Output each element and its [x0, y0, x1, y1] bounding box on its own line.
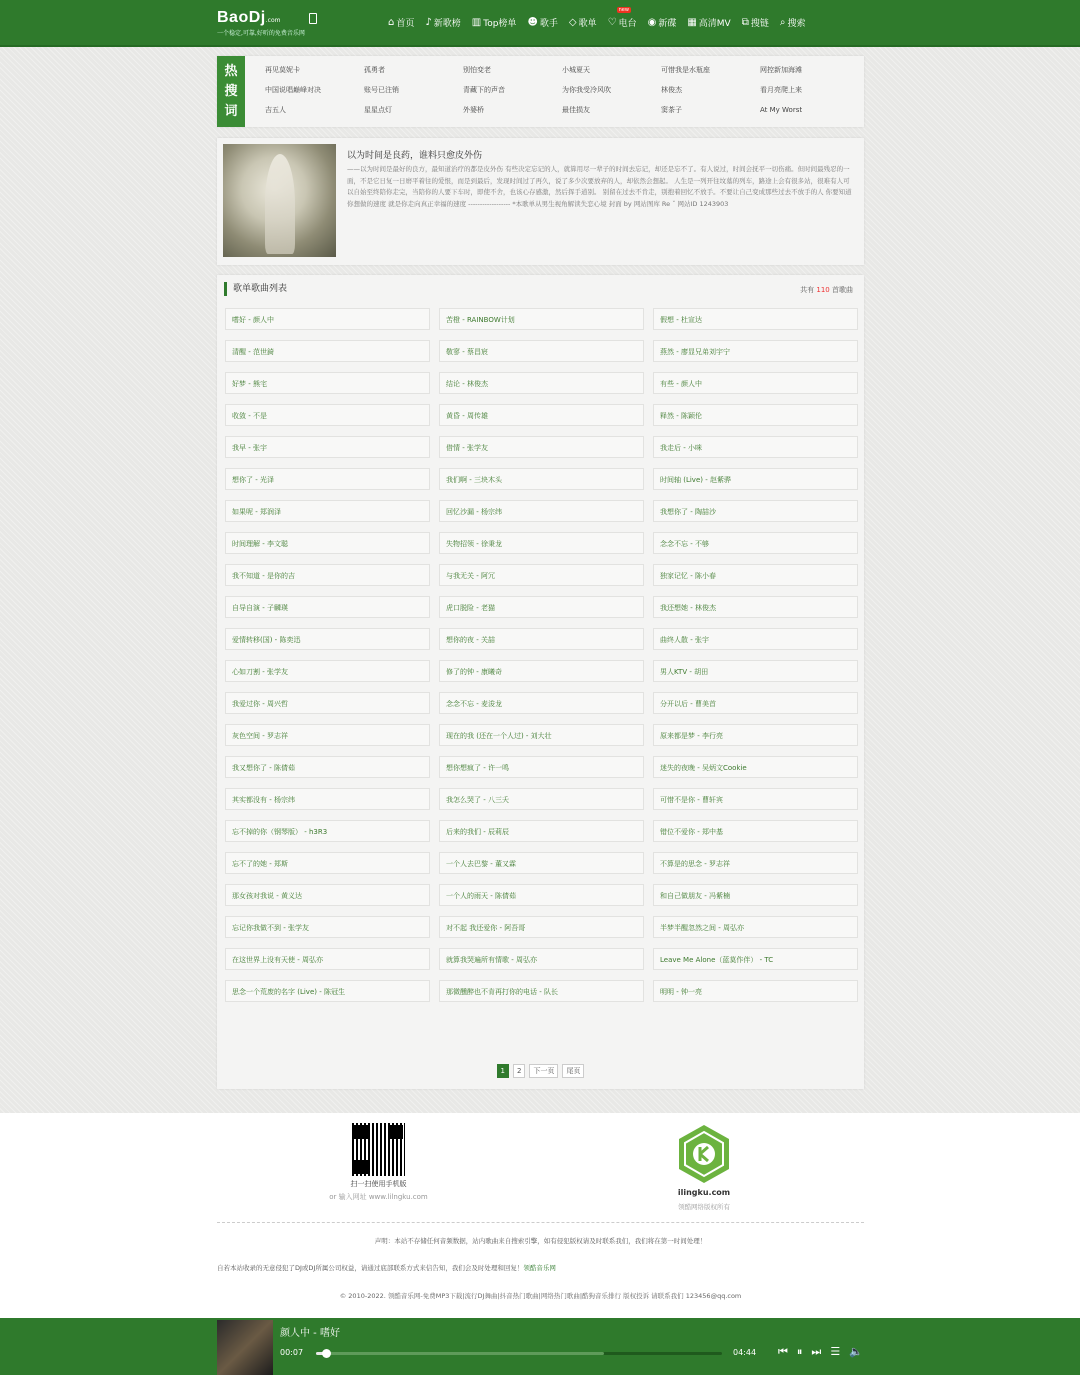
song-item[interactable]: 灰色空间 - 罗志祥 — [225, 724, 430, 746]
nav-item[interactable] — [607, 7, 637, 29]
page-link[interactable]: 1 — [497, 1064, 509, 1078]
hot-search-panel — [217, 56, 864, 127]
hot-search-item[interactable]: 孤勇者 — [364, 66, 385, 74]
song-item[interactable]: Leave Me Alone（蓝莫作伴） - TC — [653, 948, 858, 970]
hot-search-item[interactable]: 林俊杰 — [661, 86, 682, 94]
player-controls — [778, 1345, 863, 1359]
nav-icon: ⧉ — [741, 17, 749, 28]
current-time: 00:07 — [280, 1348, 304, 1357]
song-item[interactable]: 想你想疯了 - 许一鸣 — [439, 756, 644, 778]
disclaimer-text: 声明：本站不存储任何音频数据，站内歌曲来自搜索引擎，如有侵犯版权请及时联系我们，我们将在第一时间处理！ — [374, 1237, 707, 1245]
song-grid — [225, 308, 858, 1002]
brand-logo-icon — [676, 1123, 732, 1185]
hot-search-item[interactable]: 再见莫妮卡 — [265, 66, 300, 74]
song-item[interactable]: 敬寥 - 蔡昌宸 — [439, 340, 644, 362]
song-item[interactable]: 曲终人散 - 张宇 — [653, 628, 858, 650]
song-item[interactable]: 想你了 - 光泽 — [225, 468, 430, 490]
new-badge: new — [618, 7, 629, 13]
hot-search-item[interactable]: 为你我受冷风吹 — [562, 86, 611, 94]
song-item[interactable]: 忘不掉的你（钢琴版） - h3R3 — [225, 820, 430, 842]
song-item[interactable]: 我还想她 - 林俊杰 — [653, 596, 858, 618]
song-count-prefix: 共有 — [800, 286, 815, 294]
song-item[interactable]: 我不知道 - 是你的吉 — [225, 564, 430, 586]
nav-label: 首页 — [396, 19, 415, 29]
song-item[interactable]: 后来的我们 - 辰莉辰 — [439, 820, 644, 842]
hot-search-item[interactable]: At My Worst — [760, 106, 803, 114]
page-link[interactable]: 2 — [513, 1064, 525, 1078]
hot-search-item[interactable]: 星星点灯 — [364, 106, 392, 114]
buffer-fill — [316, 1352, 604, 1355]
song-item[interactable]: 可惜不是你 - 曹轩宾 — [653, 788, 858, 810]
hot-search-list — [265, 65, 860, 115]
song-item[interactable]: 我们啊 - 三块木头 — [439, 468, 644, 490]
song-item[interactable]: 苦橙 - RAINBOW计划 — [439, 308, 644, 330]
nav-icon: ♡ — [607, 17, 617, 28]
song-item[interactable]: 那女孩对我说 - 黄义达 — [225, 884, 430, 906]
song-item[interactable]: 我想你了 - 陶喆沙 — [653, 500, 858, 522]
nav-item[interactable] — [742, 16, 769, 29]
song-item[interactable]: 一个人去巴黎 - 董又霖 — [439, 852, 644, 874]
song-item[interactable]: 对不起 我还爱你 - 阿吾哥 — [439, 916, 644, 938]
brand-name: ilingku.com — [677, 1188, 731, 1197]
song-item[interactable]: 嗜好 - 颜人中 — [225, 308, 430, 330]
nav-icon: ◉ — [647, 17, 657, 28]
song-item[interactable]: 迷失的夜晚 - 吴炳文Cookie — [653, 756, 858, 778]
hot-search-item[interactable]: 网控新加海滩 — [760, 66, 802, 74]
now-playing-cover — [217, 1320, 273, 1375]
nav-label: 搜链 — [750, 19, 769, 29]
page-link[interactable]: 尾页 — [562, 1064, 584, 1078]
song-item[interactable]: 一个人的雨天 - 陈倩茹 — [439, 884, 644, 906]
qr-url: or 输入网址 www.lilngku.com — [329, 1193, 428, 1201]
pause-icon[interactable]: ⏸ — [796, 1345, 803, 1358]
song-item[interactable]: 时间轴 (Live) - 赵紫骅 — [653, 468, 858, 490]
nav-icon: ⌕ — [779, 17, 786, 28]
nav-label: 歌单 — [578, 19, 597, 29]
playlist-info — [217, 138, 864, 265]
nav-label: 电台 — [618, 19, 637, 29]
song-item[interactable]: 收敛 - 不是 — [225, 404, 430, 426]
hot-search-item[interactable]: 可惜我是水瓶座 — [661, 66, 710, 74]
hot-search-item[interactable]: 吉五人 — [265, 106, 286, 114]
song-item[interactable]: 黄昏 - 周传雄 — [439, 404, 644, 426]
total-time: 04:44 — [733, 1348, 757, 1357]
song-item[interactable]: 我早 - 张宇 — [225, 436, 430, 458]
song-item[interactable]: 就算我哭遍所有情歌 - 周弘亦 — [439, 948, 644, 970]
prev-icon[interactable]: ⏮ — [778, 1345, 788, 1358]
playlist-title: 以为时间是良药，谁料只愈皮外伤 — [347, 151, 483, 161]
song-item[interactable]: 现在的我 (还在一个人过) - 刘大壮 — [439, 724, 644, 746]
logo-text: BaoDj — [217, 9, 266, 26]
nav-label: 歌手 — [539, 19, 558, 29]
next-icon[interactable]: ⏭ — [811, 1345, 822, 1358]
song-item[interactable]: 那微醺醉也不肯再打你的电话 - 队长 — [439, 980, 644, 1002]
logo-suffix: .com — [265, 17, 281, 24]
hot-search-item[interactable]: 中国说唱巅峰对决 — [265, 86, 321, 94]
site-logo[interactable] — [217, 9, 305, 37]
song-item[interactable]: 明明 - 钟一亮 — [653, 980, 858, 1002]
song-list-panel — [217, 275, 864, 1089]
song-item[interactable]: 自导自演 - 子麟瑛 — [225, 596, 430, 618]
nav-label: 高清MV — [698, 19, 731, 29]
playlist-cover-image — [223, 144, 336, 257]
infringement-text: 自若本站收录的无意侵犯了DJ或DJ所属公司权益，请通过底部联系方式来信告知，我们会及时处理和回复！ — [217, 1264, 524, 1272]
song-item[interactable]: 好梦 - 熊宅 — [225, 372, 430, 394]
site-header — [0, 0, 1080, 47]
nav-item[interactable] — [569, 16, 597, 29]
hot-search-item[interactable]: 小城夏天 — [562, 66, 590, 74]
nav-label: 新歌榜 — [433, 19, 461, 29]
playlist-description: ——以为时间是最好的良方，最知道治疗的都是皮外伤 有些决定忘记的人，就算用尽一辈子的时间去忘记，却还是忘不了。有人说过，时间会抚平一切伤痛。但时间最残忍的一面，不是它日复一日磨平着往的爱恨，而是到最后，发现时间过了再久，说了多少次要放弃的人，却依然会想起。 人生是一列开往坟墓的列车，路途上会有很多站，很难有人可以自始至终陪你走完，当陪你的人要下车时，即使不舍，也该心存感激，然后挥手道别。 别留在过去不肯走，别抱着回忆不放手。不要让自己变成那些过去不放手的人 你要知道你想做的速度 就是你走向真正幸福的速度 ------------------ *本歌单从男生视角解读失恋心境 封面 by 网站图库 Re ˇ 网站ID 1243903 — [347, 165, 852, 208]
now-playing-title: 颜人中 - 嗜好 — [280, 1328, 340, 1339]
hot-search-item[interactable]: 窦茶子 — [661, 106, 682, 114]
song-item[interactable]: 时间理解 - 李文聪 — [225, 532, 430, 554]
nav-label: Top榜单 — [483, 19, 517, 29]
nav-item[interactable] — [425, 16, 460, 29]
song-item[interactable]: 不算是的思念 - 罗志祥 — [653, 852, 858, 874]
song-count — [800, 285, 853, 295]
song-item[interactable]: 燕然 - 廖显兄弟刘宇宁 — [653, 340, 858, 362]
site-footer — [0, 1113, 1080, 1318]
hot-search-item[interactable]: 别怕变老 — [463, 66, 491, 74]
song-item[interactable]: 错位不爱你 - 郑中基 — [653, 820, 858, 842]
hot-search-item[interactable]: 最佳损友 — [562, 106, 590, 114]
song-item[interactable]: 其实都没有 - 杨宗纬 — [225, 788, 430, 810]
nav-icon: ◇ — [568, 17, 577, 28]
hot-search-label — [217, 56, 245, 127]
song-item[interactable]: 原来都是梦 - 李行亮 — [653, 724, 858, 746]
copyright-text: © 2010-2022. 领酷音乐网-免费MP3下载|流行DJ舞曲|抖音热门歌曲|网络热门歌曲|酷狗音乐排行 版权投诉 请联系我们 123456@qq.com — [339, 1292, 742, 1300]
song-item[interactable]: 修了的钟 - 康曦奇 — [439, 660, 644, 682]
nav-icon: ▦ — [687, 17, 697, 28]
song-item[interactable]: 心如刀割 - 张学友 — [225, 660, 430, 682]
nav-item[interactable] — [648, 16, 677, 29]
nav-icon: ☻ — [527, 17, 538, 28]
hot-label-char: 热 — [224, 63, 238, 79]
mobile-icon[interactable] — [309, 13, 317, 24]
volume-icon[interactable]: 🔈 — [849, 1345, 863, 1358]
hot-search-item[interactable]: 账号已注销 — [364, 86, 399, 94]
brand-copyright: 领酷网络版权所有 — [678, 1203, 730, 1211]
song-item[interactable]: 我怎么哭了 - 八三夭 — [439, 788, 644, 810]
nav-icon: ♪ — [425, 17, 432, 28]
progress-knob[interactable] — [322, 1349, 331, 1358]
song-item[interactable]: 分开以后 - 曹美首 — [653, 692, 858, 714]
song-item[interactable]: 念念不忘 - 麦浚龙 — [439, 692, 644, 714]
nav-label: 搜索 — [787, 19, 806, 29]
song-count-suffix: 首歌曲 — [832, 286, 853, 294]
song-item[interactable]: 独家记忆 - 陈小春 — [653, 564, 858, 586]
song-item[interactable]: 在这世界上没有天使 - 周弘亦 — [225, 948, 430, 970]
song-item[interactable]: 和自己做朋友 - 冯紫楠 — [653, 884, 858, 906]
footer-divider — [217, 1222, 864, 1223]
song-item[interactable]: 念念不忘 - 不够 — [653, 532, 858, 554]
song-list-title: 歌单歌曲列表 — [224, 282, 287, 296]
music-player — [0, 1318, 1080, 1375]
song-item[interactable]: 回忆沙漏 - 杨宗纬 — [439, 500, 644, 522]
song-item[interactable]: 我走后 - 小咪 — [653, 436, 858, 458]
qr-code — [352, 1123, 405, 1176]
song-item[interactable]: 失物招领 - 徐秉龙 — [439, 532, 644, 554]
hot-search-item[interactable]: 看月亮爬上来 — [760, 86, 802, 94]
song-item[interactable]: 我爱过你 - 周兴哲 — [225, 692, 430, 714]
nav-item[interactable] — [687, 16, 730, 29]
song-item[interactable]: 有些 - 颜人中 — [653, 372, 858, 394]
song-item[interactable]: 虎口脱险 - 老猫 — [439, 596, 644, 618]
qr-caption: 扫一扫使用手机版 — [350, 1180, 407, 1188]
song-item[interactable]: 爱情转移(国) - 陈奕迅 — [225, 628, 430, 650]
progress-bar[interactable] — [316, 1352, 722, 1355]
site-link[interactable]: 领酷音乐网 — [523, 1264, 556, 1272]
main-nav — [388, 7, 806, 29]
song-item[interactable]: 忘不了的她 - 郑斯 — [225, 852, 430, 874]
song-item[interactable]: 男人KTV - 胡田 — [653, 660, 858, 682]
song-item[interactable]: 结论 - 林俊杰 — [439, 372, 644, 394]
song-item[interactable]: 假想 - 杜宣达 — [653, 308, 858, 330]
pagination — [217, 1064, 864, 1078]
song-item[interactable]: 思念一个荒废的名字 (Live) - 陈冠生 — [225, 980, 430, 1002]
page-link[interactable]: 下一页 — [529, 1064, 558, 1078]
song-item[interactable]: 如果呢 - 郑润泽 — [225, 500, 430, 522]
hot-label-char: 词 — [224, 103, 238, 119]
nav-icon: ▥ — [471, 17, 482, 28]
nav-item[interactable] — [780, 16, 806, 29]
nav-item[interactable] — [527, 16, 557, 29]
nav-item[interactable] — [472, 16, 517, 29]
hot-search-item[interactable]: 青藏下的声音 — [463, 86, 505, 94]
song-item[interactable]: 我又想你了 - 陈倩茹 — [225, 756, 430, 778]
song-item[interactable]: 借情 - 张学友 — [439, 436, 644, 458]
hot-label-char: 搜 — [224, 83, 238, 99]
site-tagline: 一个稳定,可靠,好听的免费音乐网 — [217, 30, 305, 37]
song-item[interactable]: 忘记你我做不到 - 张学友 — [225, 916, 430, 938]
song-item[interactable]: 半梦半醒忽然之间 - 周弘亦 — [653, 916, 858, 938]
playlist-icon[interactable]: ☰ — [830, 1345, 841, 1358]
nav-icon: ⌂ — [388, 17, 395, 28]
infringement-notice — [217, 1263, 864, 1272]
song-item[interactable]: 与我无关 - 阿冗 — [439, 564, 644, 586]
song-item[interactable]: 想你的夜 - 关喆 — [439, 628, 644, 650]
nav-label: 新碟 — [658, 19, 677, 29]
song-count-number: 110 — [816, 286, 830, 294]
hot-search-item[interactable]: 外婆桥 — [463, 106, 484, 114]
song-item[interactable]: 释然 - 陈颖伦 — [653, 404, 858, 426]
song-item[interactable]: 清醒 - 范世錡 — [225, 340, 430, 362]
nav-item[interactable] — [388, 16, 414, 29]
